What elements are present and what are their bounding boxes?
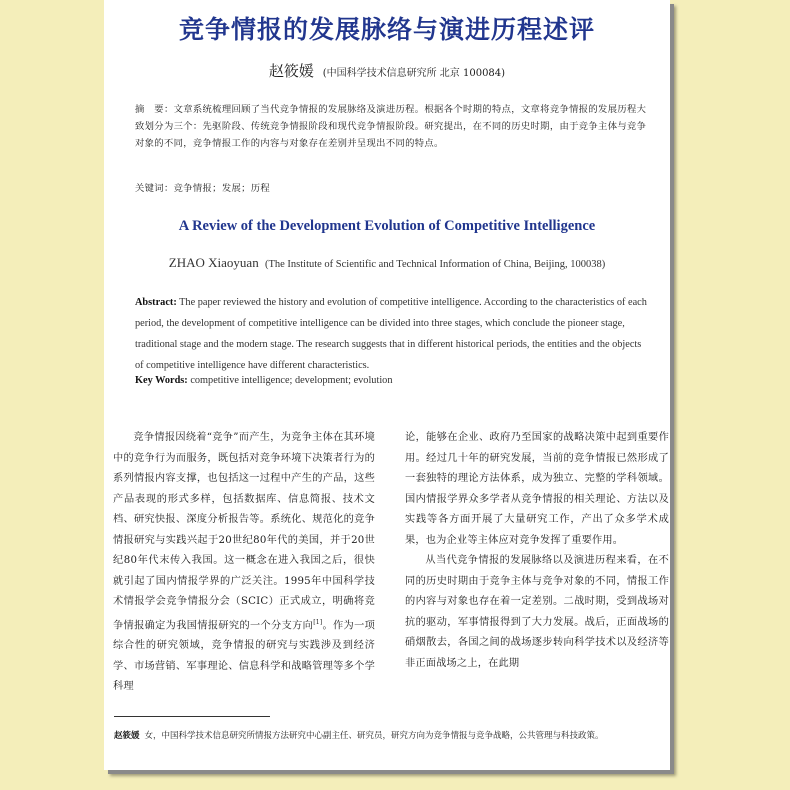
author-name-cn: 赵筱媛 (268, 62, 314, 80)
body-paragraph (113, 428, 375, 698)
paper-title-cn: 竞争情报的发展脉络与演进历程述评 (178, 15, 595, 44)
paper-page (104, 0, 670, 770)
abstract-label-cn: 摘 要： (135, 104, 174, 115)
author-line-en (104, 255, 670, 271)
body-paragraph: 从当代竞争情报的发展脉络以及演进历程来看，在不同的历史时期由于竞争主体与竞争对象的不同，情报工作的内容与对象也存在着一定差别。二战时期，受到战场对抗的驱动，军事情报得到了大力发展。战后，正面战场的硝烟散去，各国之间的战场逐步转向科学技术以及经济等非正面战场之上，在此期 (405, 555, 669, 669)
footnote-author-name: 赵筱媛 (114, 731, 140, 741)
author-line-cn (104, 60, 670, 81)
body-text: 竞争情报因绕着“竞争”而产生，为竞争主体在其环境中的竞争行为而服务，既包括对竞争环境下决策者行为的系列情报内容支撑，也包括这一过程中产生的产品，这些产品表现的形式多样，包括数据库、信息简报、技术文档、研究快报、深度分析报告等。系统化、规范化的竞争情报研究与实践兴起于20世纪80年代的美国，并于20世纪80年代末传入我国。这一概念在进入我国之后，很快就引起了国内情报学界的广泛关注。1995年中国科学技术情报学会竞争情报分会（SCIC）正式成立，明确将竞争情报确定为我国情报研究的一个分支方向 (113, 432, 375, 631)
keywords-en (135, 375, 392, 386)
body-column-left (113, 428, 375, 703)
body-column-right (405, 428, 669, 703)
body-paragraph: 论，能够在企业、政府乃至国家的战略决策中起到重要作用。经过几十年的研究发展，当前的竞争情报已然形成了一套独特的理论方法体系，成为独立、完整的学科领域。国内情报学界众多学者从竞争情报的相关理论、方法以及实践等各方面开展了大量研究工作，产出了众多学术成果，也为企业等主体应对竞争发挥了重要作用。 (405, 432, 669, 546)
abstract-text-cn: 文章系统梳理回顾了当代竞争情报的发展脉络及演进历程。根据各个时期的特点，文章将竞争情报的发展历程大致划分为三个：先驱阶段、传统竞争情报阶段和现代竞争情报阶段。研究提出，在不同的历史时期，由于竞争主体与竞争对象的不同，竞争情报工作的内容与对象存在差别并呈现出不同的特点。 (135, 104, 647, 149)
keywords-text-cn: 竞争情报；发展；历程 (173, 183, 271, 194)
keywords-label-cn: 关键词： (135, 183, 174, 194)
keywords-text-en: competitive intelligence; development; evolution (190, 375, 393, 386)
keywords-cn (135, 180, 270, 194)
abstract-label-en: Abstract: (135, 297, 177, 308)
abstract-text-en: The paper reviewed the history and evolution of competitive intelligence. According to the characteristics of each period, the development of competitive intelligence can be divided into three stages, which conclude the pioneer stage, traditional stage and the modern stage. The research suggests that in different historical periods, the entities and the objects of competitive intelligence have different characteristics. (135, 297, 647, 371)
body-text: 。作为一项综合性的研究领域，竞争情报的研究与实践涉及到经济学、市场营销、军事理论、信息科学和战略管理等多个学科理 (113, 619, 375, 693)
paper-title-en: A Review of the Development Evolution of Competitive Intelligence (178, 218, 596, 234)
abstract-cn (135, 101, 649, 152)
citation-ref[interactable]: [1] (313, 618, 323, 626)
author-footnote (114, 727, 664, 745)
keywords-label-en: Key Words: (135, 375, 188, 386)
footnote-text: 女，中国科学技术信息研究所情报方法研究中心副主任、研究员，研究方向为竞争情报与竞争战略，公共管理与科技政策。 (144, 731, 604, 741)
author-affiliation-en: (The Institute of Scientific and Technical Information of China, Beijing, 100038) (264, 259, 606, 270)
author-name-en: ZHAO Xiaoyuan (168, 255, 259, 270)
author-affiliation-cn: (中国科学技术信息研究所 北京 100084) (322, 68, 506, 79)
abstract-en (135, 292, 649, 376)
footnote-divider (114, 716, 270, 717)
